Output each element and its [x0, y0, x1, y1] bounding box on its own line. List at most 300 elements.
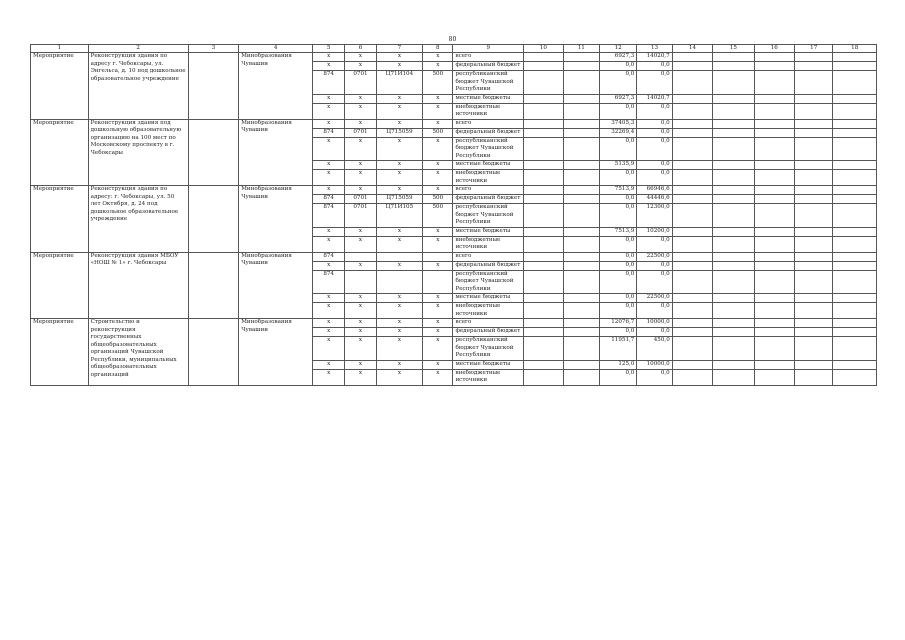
budget-code-type: 500 — [423, 128, 453, 137]
column-header-row — [31, 45, 877, 53]
value-cell-11 — [563, 119, 599, 128]
funding-source: местные бюджеты — [453, 360, 524, 369]
budget-code-type: x — [423, 227, 453, 236]
value-cell-11 — [563, 161, 599, 170]
value-cell-18 — [833, 319, 877, 328]
budget-code-type: x — [423, 119, 453, 128]
value-cell-13: 10000,0 — [637, 319, 672, 328]
budget-code-grbs: x — [312, 303, 344, 319]
budget-code-section: x — [345, 328, 376, 337]
value-cell-18 — [833, 137, 877, 161]
value-cell-16 — [754, 53, 794, 62]
value-cell-14 — [672, 270, 712, 294]
value-cell-11 — [563, 204, 599, 228]
executor: Минобразования Чувашии — [239, 53, 313, 120]
value-cell-15 — [713, 170, 754, 186]
value-cell-10 — [524, 186, 563, 195]
value-cell-12: 0,0 — [599, 103, 636, 119]
measure-type: Мероприятие — [31, 186, 89, 253]
value-cell-10 — [524, 53, 563, 62]
budget-code-grbs: x — [312, 227, 344, 236]
budget-code-grbs: x — [312, 62, 344, 71]
funding-source: федеральный бюджет — [453, 62, 524, 71]
value-cell-17 — [795, 319, 833, 328]
value-cell-18 — [833, 294, 877, 303]
budget-code-article: x — [376, 94, 422, 103]
value-cell-18 — [833, 170, 877, 186]
value-cell-18 — [833, 303, 877, 319]
budget-code-article: x — [376, 261, 422, 270]
value-cell-13: 0,0 — [637, 119, 672, 128]
measure-name: Строительство и реконструкция государственных общеобразовательных организаций Чувашской Республики, муниципальных общеобразовательных организаций — [88, 319, 188, 386]
column-header-11: 11 — [563, 45, 599, 53]
value-cell-10 — [524, 94, 563, 103]
value-cell-10 — [524, 204, 563, 228]
budget-code-article: x — [376, 236, 422, 252]
budget-code-section: x — [345, 137, 376, 161]
measure-type: Мероприятие — [31, 53, 89, 120]
value-cell-18 — [833, 71, 877, 95]
value-cell-15 — [713, 71, 754, 95]
value-cell-12: 0,0 — [599, 204, 636, 228]
budget-code-grbs: x — [312, 161, 344, 170]
value-cell-15 — [713, 103, 754, 119]
budget-code-article: x — [376, 161, 422, 170]
value-cell-17 — [795, 128, 833, 137]
value-cell-12: 37405,3 — [599, 119, 636, 128]
value-cell-10 — [524, 319, 563, 328]
value-cell-11 — [563, 71, 599, 95]
value-cell-11 — [563, 236, 599, 252]
value-cell-11 — [563, 360, 599, 369]
measure-name: Реконструкция здания под дошкольную образовательную организацию на 100 мест по Московскому проспекту в г. Чебоксары — [88, 119, 188, 186]
column-header-14: 14 — [672, 45, 712, 53]
value-cell-14 — [672, 161, 712, 170]
value-cell-12: 125,0 — [599, 360, 636, 369]
budget-code-section: x — [345, 261, 376, 270]
value-cell-15 — [713, 252, 754, 261]
budget-code-article: x — [376, 360, 422, 369]
value-cell-15 — [713, 186, 754, 195]
value-cell-17 — [795, 261, 833, 270]
executor: Минобразования Чувашии — [239, 186, 313, 253]
measure-type: Мероприятие — [31, 319, 89, 386]
value-cell-11 — [563, 328, 599, 337]
page-number: 80 — [448, 36, 457, 43]
budget-code-type: x — [423, 360, 453, 369]
funding-source: всего — [453, 53, 524, 62]
value-cell-17 — [795, 137, 833, 161]
value-cell-11 — [563, 369, 599, 385]
value-cell-15 — [713, 204, 754, 228]
value-cell-14 — [672, 294, 712, 303]
value-cell-10 — [524, 328, 563, 337]
budget-code-section: x — [345, 236, 376, 252]
budget-code-grbs: x — [312, 294, 344, 303]
value-cell-11 — [563, 128, 599, 137]
budget-code-type: x — [423, 137, 453, 161]
value-cell-10 — [524, 137, 563, 161]
value-cell-12: 12076,7 — [599, 319, 636, 328]
budget-code-section: x — [345, 337, 376, 361]
funding-source: местные бюджеты — [453, 227, 524, 236]
value-cell-12: 7513,9 — [599, 186, 636, 195]
funding-source: местные бюджеты — [453, 294, 524, 303]
value-cell-15 — [713, 119, 754, 128]
budget-code-grbs: x — [312, 328, 344, 337]
value-cell-16 — [754, 128, 794, 137]
budget-code-article: x — [376, 319, 422, 328]
budget-code-grbs: x — [312, 337, 344, 361]
value-cell-12: 0,0 — [599, 303, 636, 319]
budget-code-section — [345, 252, 376, 261]
value-cell-10 — [524, 294, 563, 303]
value-cell-13: 66946,6 — [637, 186, 672, 195]
value-cell-17 — [795, 204, 833, 228]
value-cell-11 — [563, 319, 599, 328]
value-cell-14 — [672, 252, 712, 261]
value-cell-15 — [713, 137, 754, 161]
value-cell-16 — [754, 195, 794, 204]
value-cell-11 — [563, 227, 599, 236]
value-cell-13: 0,0 — [637, 303, 672, 319]
funding-source: местные бюджеты — [453, 161, 524, 170]
value-cell-13: 0,0 — [637, 236, 672, 252]
budget-code-section: x — [345, 119, 376, 128]
budget-code-grbs: 874 — [312, 128, 344, 137]
value-cell-10 — [524, 303, 563, 319]
value-cell-10 — [524, 252, 563, 261]
budget-code-section: x — [345, 170, 376, 186]
value-cell-11 — [563, 261, 599, 270]
value-cell-13: 0,0 — [637, 137, 672, 161]
value-cell-10 — [524, 103, 563, 119]
value-cell-16 — [754, 369, 794, 385]
value-cell-15 — [713, 53, 754, 62]
value-cell-11 — [563, 62, 599, 71]
value-cell-15 — [713, 360, 754, 369]
value-cell-12: 5135,9 — [599, 161, 636, 170]
column-header-15: 15 — [713, 45, 754, 53]
budget-code-section: x — [345, 103, 376, 119]
value-cell-16 — [754, 337, 794, 361]
budget-code-grbs: 874 — [312, 71, 344, 95]
funding-source: республиканский бюджет Чувашской Республики — [453, 71, 524, 95]
budget-code-article: x — [376, 103, 422, 119]
table-row — [31, 53, 877, 62]
value-cell-16 — [754, 103, 794, 119]
value-cell-16 — [754, 204, 794, 228]
budget-table — [30, 44, 877, 386]
value-cell-11 — [563, 170, 599, 186]
column-header-16: 16 — [754, 45, 794, 53]
measure-type: Мероприятие — [31, 119, 89, 186]
value-cell-16 — [754, 319, 794, 328]
value-cell-16 — [754, 236, 794, 252]
budget-code-article: Ц71И104 — [376, 71, 422, 95]
value-cell-12: 0,0 — [599, 137, 636, 161]
value-cell-15 — [713, 236, 754, 252]
measure-name: Реконструкция здания по адресу г. Чебоксары, ул. Энгельса, д. 10 под дошкольное образовательное учреждение — [88, 53, 188, 120]
value-cell-18 — [833, 195, 877, 204]
value-cell-18 — [833, 128, 877, 137]
column-header-17: 17 — [795, 45, 833, 53]
value-cell-12: 6927,3 — [599, 94, 636, 103]
value-cell-18 — [833, 53, 877, 62]
value-cell-11 — [563, 53, 599, 62]
value-cell-17 — [795, 227, 833, 236]
budget-code-grbs: 874 — [312, 270, 344, 294]
value-cell-10 — [524, 71, 563, 95]
funding-source: всего — [453, 119, 524, 128]
value-cell-18 — [833, 270, 877, 294]
value-cell-12: 11951,7 — [599, 337, 636, 361]
funding-source: всего — [453, 186, 524, 195]
budget-code-article: x — [376, 227, 422, 236]
funding-source: республиканский бюджет Чувашской Республики — [453, 204, 524, 228]
value-cell-13: 0,0 — [637, 270, 672, 294]
column-header-12: 12 — [599, 45, 636, 53]
value-cell-14 — [672, 337, 712, 361]
budget-code-article: x — [376, 294, 422, 303]
value-cell-17 — [795, 369, 833, 385]
measure-name: Реконструкция здания по адресу: г. Чебоксары, ул. 50 лет Октября, д. 24 под дошкольное образовательное учреждение — [88, 186, 188, 253]
value-cell-16 — [754, 261, 794, 270]
column-header-5: 5 — [312, 45, 344, 53]
value-cell-18 — [833, 94, 877, 103]
budget-code-grbs: 874 — [312, 252, 344, 261]
value-cell-14 — [672, 227, 712, 236]
funding-source: республиканский бюджет Чувашской Республики — [453, 337, 524, 361]
value-cell-15 — [713, 337, 754, 361]
value-cell-11 — [563, 294, 599, 303]
value-cell-12: 0,0 — [599, 294, 636, 303]
value-cell-14 — [672, 303, 712, 319]
budget-code-type: 500 — [423, 71, 453, 95]
value-cell-10 — [524, 227, 563, 236]
value-cell-12: 0,0 — [599, 170, 636, 186]
value-cell-11 — [563, 103, 599, 119]
budget-code-article: x — [376, 328, 422, 337]
value-cell-15 — [713, 328, 754, 337]
value-cell-17 — [795, 337, 833, 361]
value-cell-14 — [672, 236, 712, 252]
value-cell-12: 32269,4 — [599, 128, 636, 137]
budget-code-grbs: x — [312, 137, 344, 161]
budget-code-article: x — [376, 186, 422, 195]
executor: Минобразования Чувашии — [239, 252, 313, 319]
value-cell-16 — [754, 94, 794, 103]
value-cell-11 — [563, 94, 599, 103]
value-cell-18 — [833, 103, 877, 119]
value-cell-17 — [795, 119, 833, 128]
budget-code-type: x — [423, 261, 453, 270]
budget-code-grbs: x — [312, 360, 344, 369]
budget-code-section: 0701 — [345, 195, 376, 204]
budget-code-section: x — [345, 319, 376, 328]
value-cell-11 — [563, 337, 599, 361]
value-cell-16 — [754, 270, 794, 294]
value-cell-10 — [524, 161, 563, 170]
value-cell-12: 0,0 — [599, 328, 636, 337]
budget-code-type: x — [423, 186, 453, 195]
value-cell-12: 0,0 — [599, 369, 636, 385]
budget-code-article: x — [376, 170, 422, 186]
funding-source: внебюджетные источники — [453, 103, 524, 119]
value-cell-12: 0,0 — [599, 71, 636, 95]
budget-code-section: x — [345, 161, 376, 170]
value-cell-17 — [795, 62, 833, 71]
column-header-3: 3 — [188, 45, 239, 53]
budget-code-section: 0701 — [345, 128, 376, 137]
value-cell-13: 0,0 — [637, 261, 672, 270]
value-cell-17 — [795, 294, 833, 303]
executor: Минобразования Чувашии — [239, 319, 313, 386]
value-cell-18 — [833, 227, 877, 236]
funding-source: всего — [453, 252, 524, 261]
funding-source: федеральный бюджет — [453, 261, 524, 270]
budget-code-type — [423, 270, 453, 294]
column-header-13: 13 — [637, 45, 672, 53]
value-cell-14 — [672, 137, 712, 161]
value-cell-16 — [754, 360, 794, 369]
budget-code-grbs: x — [312, 103, 344, 119]
value-cell-14 — [672, 62, 712, 71]
empty-cell — [188, 186, 239, 253]
value-cell-16 — [754, 294, 794, 303]
budget-code-grbs: x — [312, 369, 344, 385]
budget-code-section: x — [345, 53, 376, 62]
budget-code-article — [376, 270, 422, 294]
value-cell-13: 0,0 — [637, 128, 672, 137]
funding-source: внебюджетные источники — [453, 236, 524, 252]
value-cell-11 — [563, 137, 599, 161]
value-cell-10 — [524, 170, 563, 186]
value-cell-16 — [754, 170, 794, 186]
budget-code-article: x — [376, 62, 422, 71]
value-cell-18 — [833, 119, 877, 128]
funding-source: внебюджетные источники — [453, 170, 524, 186]
value-cell-15 — [713, 195, 754, 204]
budget-code-type: x — [423, 369, 453, 385]
value-cell-14 — [672, 128, 712, 137]
value-cell-16 — [754, 186, 794, 195]
budget-code-type: x — [423, 337, 453, 361]
value-cell-14 — [672, 170, 712, 186]
value-cell-18 — [833, 204, 877, 228]
column-header-10: 10 — [524, 45, 563, 53]
value-cell-13: 10000,0 — [637, 360, 672, 369]
budget-code-type: x — [423, 161, 453, 170]
budget-code-article: Ц715059 — [376, 128, 422, 137]
value-cell-11 — [563, 195, 599, 204]
budget-code-type: x — [423, 103, 453, 119]
funding-source: федеральный бюджет — [453, 328, 524, 337]
budget-code-article: x — [376, 303, 422, 319]
value-cell-15 — [713, 161, 754, 170]
budget-code-section: x — [345, 94, 376, 103]
executor: Минобразования Чувашии — [239, 119, 313, 186]
budget-code-section: 0701 — [345, 204, 376, 228]
budget-code-type — [423, 252, 453, 261]
value-cell-18 — [833, 360, 877, 369]
budget-code-type: x — [423, 328, 453, 337]
budget-code-grbs: 874 — [312, 204, 344, 228]
value-cell-11 — [563, 303, 599, 319]
value-cell-14 — [672, 71, 712, 95]
value-cell-17 — [795, 252, 833, 261]
funding-source: внебюджетные источники — [453, 369, 524, 385]
value-cell-10 — [524, 337, 563, 361]
value-cell-18 — [833, 261, 877, 270]
funding-source: всего — [453, 319, 524, 328]
funding-source: республиканский бюджет Чувашской Республики — [453, 137, 524, 161]
value-cell-15 — [713, 303, 754, 319]
value-cell-17 — [795, 195, 833, 204]
value-cell-14 — [672, 328, 712, 337]
value-cell-14 — [672, 195, 712, 204]
value-cell-18 — [833, 62, 877, 71]
table-body — [31, 53, 877, 386]
empty-cell — [188, 319, 239, 386]
value-cell-12: 0,0 — [599, 236, 636, 252]
value-cell-17 — [795, 270, 833, 294]
value-cell-17 — [795, 186, 833, 195]
value-cell-16 — [754, 161, 794, 170]
value-cell-11 — [563, 270, 599, 294]
value-cell-15 — [713, 294, 754, 303]
value-cell-13: 0,0 — [637, 328, 672, 337]
budget-code-grbs: x — [312, 319, 344, 328]
value-cell-18 — [833, 186, 877, 195]
budget-code-article: x — [376, 369, 422, 385]
value-cell-16 — [754, 252, 794, 261]
budget-code-grbs: x — [312, 94, 344, 103]
value-cell-12: 0,0 — [599, 261, 636, 270]
value-cell-10 — [524, 128, 563, 137]
value-cell-16 — [754, 62, 794, 71]
value-cell-14 — [672, 319, 712, 328]
value-cell-10 — [524, 369, 563, 385]
budget-code-type: x — [423, 170, 453, 186]
value-cell-17 — [795, 328, 833, 337]
value-cell-17 — [795, 360, 833, 369]
value-cell-16 — [754, 303, 794, 319]
budget-code-type: x — [423, 319, 453, 328]
value-cell-13: 0,0 — [637, 161, 672, 170]
budget-code-grbs: x — [312, 261, 344, 270]
budget-code-article: x — [376, 119, 422, 128]
funding-source: внебюджетные источники — [453, 303, 524, 319]
value-cell-15 — [713, 94, 754, 103]
value-cell-17 — [795, 170, 833, 186]
budget-code-type: 500 — [423, 204, 453, 228]
value-cell-13: 0,0 — [637, 71, 672, 95]
value-cell-13: 0,0 — [637, 170, 672, 186]
table-row — [31, 119, 877, 128]
value-cell-13: 12300,0 — [637, 204, 672, 228]
value-cell-13: 44446,6 — [637, 195, 672, 204]
value-cell-17 — [795, 53, 833, 62]
measure-name: Реконструкция здания МБОУ «НОШ № 1» г. Чебоксары — [88, 252, 188, 319]
column-header-2: 2 — [88, 45, 188, 53]
value-cell-14 — [672, 360, 712, 369]
empty-cell — [188, 119, 239, 186]
budget-code-article — [376, 252, 422, 261]
budget-code-type: x — [423, 236, 453, 252]
value-cell-10 — [524, 62, 563, 71]
value-cell-16 — [754, 119, 794, 128]
